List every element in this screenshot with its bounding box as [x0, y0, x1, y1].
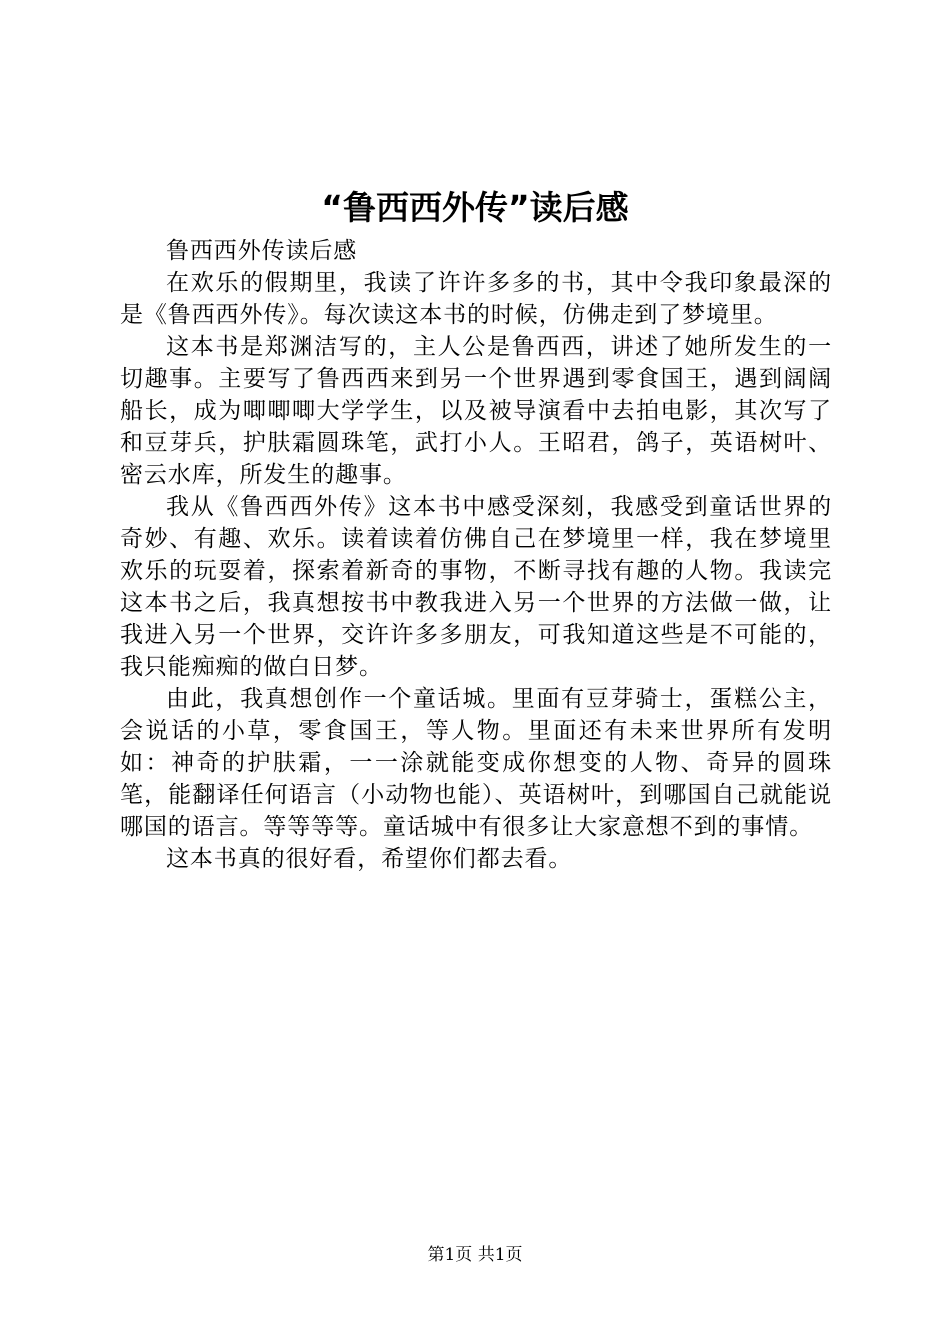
paragraph-5: 这本书真的很好看，希望你们都去看。 [166, 846, 573, 872]
paragraph-1: 在欢乐的假期里，我读了许许多多的书，其中令我印象最深的是《鲁西西外传》。每次读这本书的时候，仿佛走到了梦境里。 [120, 270, 832, 328]
document-title: “鲁西西外传”读后感 [321, 188, 629, 227]
paragraph-2: 这本书是郑渊洁写的，主人公是鲁西西，讲述了她所发生的一切趣事。主要写了鲁西西来到另一个世界遇到零食国王，遇到阔阔船长，成为唧唧唧大学学生，以及被导演看中去拍电影，其次写了和豆芽兵，护肤霜圆珠笔，武打小人。王昭君，鸽子，英语树叶、密云水库，所发生的趣事。 [120, 334, 832, 488]
document-body [120, 235, 832, 875]
paragraph-subtitle: 鲁西西外传读后感 [166, 238, 358, 264]
page-number-footer: 第1页 共1页 [427, 1245, 523, 1265]
paragraph-3: 我从《鲁西西外传》这本书中感受深刻，我感受到童话世界的奇妙、有趣、欢乐。读着读着仿佛自己在梦境里一样，我在梦境里欢乐的玩耍着，探索着新奇的事物，不断寻找有趣的人物。我读完这本书之后，我真想按书中教我进入另一个世界的方法做一做，让我进入另一个世界，交许许多多朋友，可我知道这些是不可能的，我只能痴痴的做白日梦。 [120, 494, 832, 680]
paragraph-4: 由此，我真想创作一个童话城。里面有豆芽骑士，蛋糕公主，会说话的小草，零食国王，等人物。里面还有未来世界所有发明如：神奇的护肤霜，一一涂就能变成你想变的人物、奇异的圆珠笔，能翻译任何语言（小动物也能）、英语树叶，到哪国自己就能说哪国的语言。等等等等。童话城中有很多让大家意想不到的事情。 [120, 686, 832, 840]
